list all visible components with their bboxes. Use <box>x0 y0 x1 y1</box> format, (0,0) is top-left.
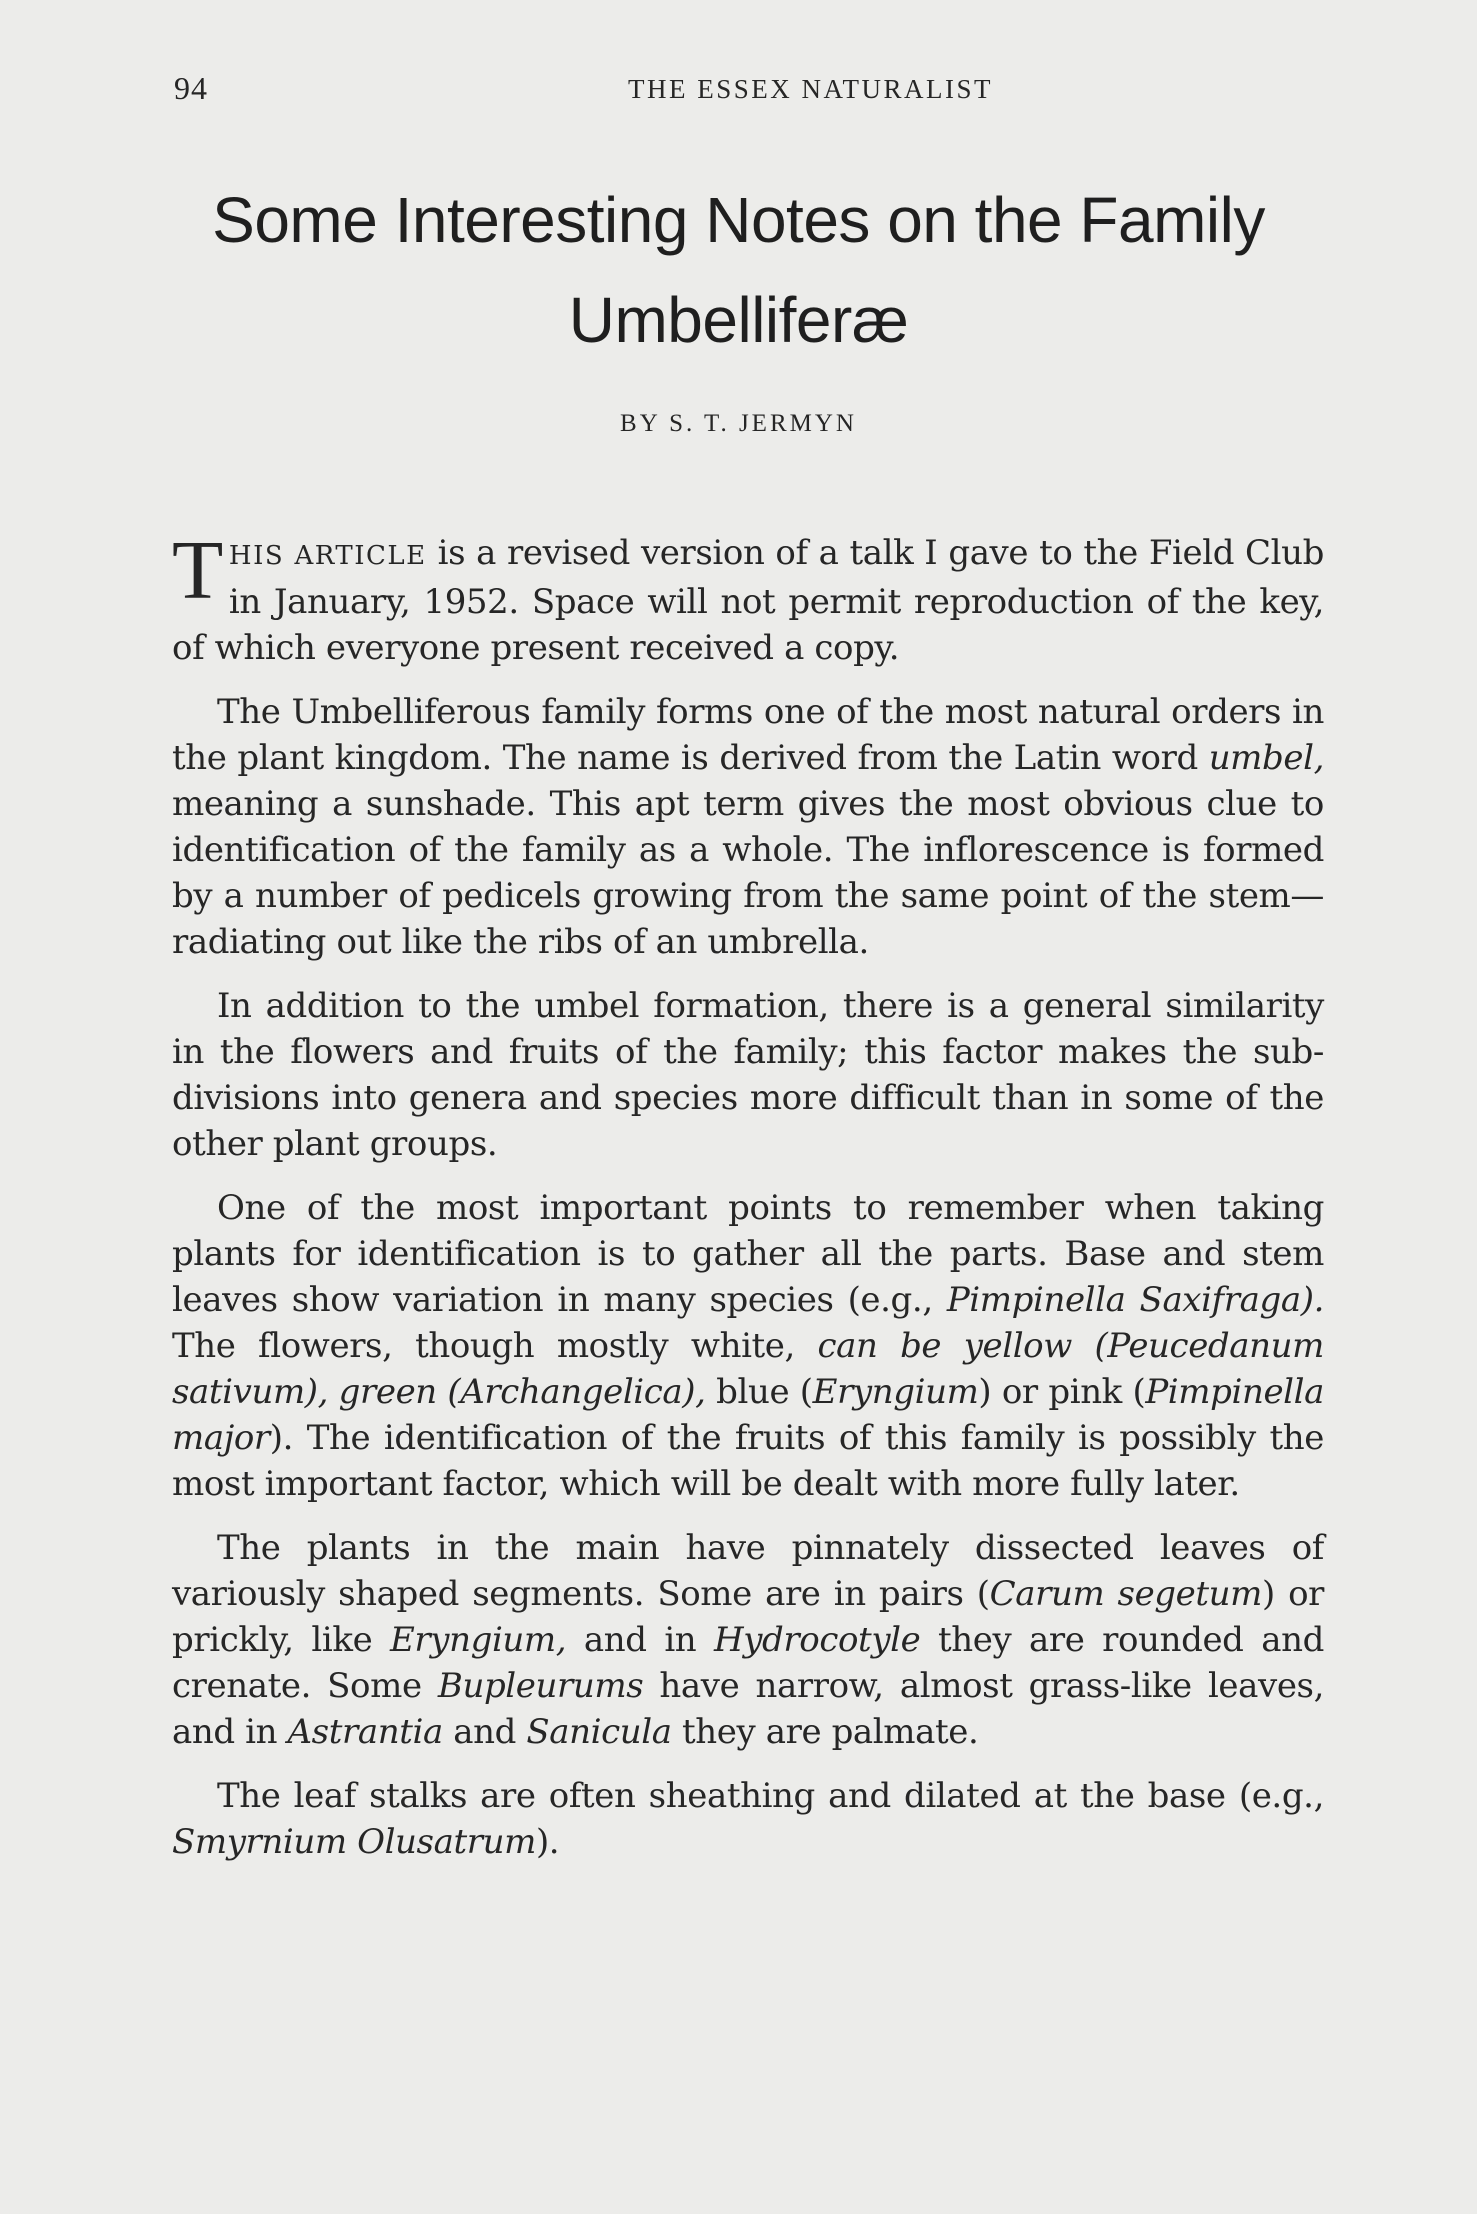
paragraph-2 <box>172 689 1324 965</box>
italic-term: Hydrocotyle <box>714 1620 921 1660</box>
italic-term: Pimpinella Saxifraga). <box>946 1280 1324 1320</box>
text-run: they are palmate. <box>671 1712 979 1752</box>
title-line-2: Umbelliferæ <box>568 284 909 356</box>
text-run: The Umbelliferous family forms one of the most natural orders in the plant kingdom. The name is derived from the Latin word <box>172 692 1324 778</box>
drop-cap: T <box>172 524 223 617</box>
title-line-1: Some Interesting Notes on the Family <box>212 184 1265 256</box>
text-run: One of the most important points to remember when taking plants for identification is to gather all the parts. Base and stem leaves show variation in many species (e.g., <box>172 1188 1324 1320</box>
italic-term: Eryngium <box>812 1372 979 1412</box>
text-run: The plants in the main have pinnately dissected leaves of variously shaped segments. Some are in pairs ( <box>172 1528 1324 1614</box>
italic-term: Eryngium, <box>390 1620 567 1660</box>
text-run: The leaf stalks are often sheathing and dilated at the base (e.g., <box>217 1776 1324 1816</box>
small-caps-lead: HIS ARTICLE <box>228 541 427 571</box>
paragraph-1-text: is a revised version of a talk I gave to the Field Club in January, 1952. Space will not permit reproduction of the key, of which everyone present received a copy. <box>172 533 1325 668</box>
italic-term: Smyrnium Olusatrum <box>172 1822 536 1862</box>
paragraph-6 <box>172 1773 1324 1865</box>
page-number: 94 <box>174 70 208 106</box>
text-run: ) or pink ( <box>978 1372 1146 1412</box>
paragraph-1 <box>172 524 1325 671</box>
italic-term: Sanicula <box>526 1712 672 1752</box>
text-run: The flowers, though mostly white, <box>172 1326 818 1366</box>
paragraph-5 <box>172 1525 1324 1755</box>
byline: BY S. T. JERMYN <box>620 410 857 437</box>
journal-title: THE ESSEX NATURALIST <box>628 74 993 104</box>
text-run: ). The identification of the fruits of this family is possibly the most important factor, which will be dealt with more fully later. <box>172 1418 1324 1504</box>
article-title <box>150 170 1327 370</box>
text-run: blue ( <box>705 1372 813 1412</box>
text-run: ). <box>535 1822 560 1862</box>
paragraph-3 <box>172 983 1324 1167</box>
italic-term: Bupleurums <box>437 1666 644 1706</box>
italic-term: Pimpinella major <box>172 1372 1324 1458</box>
text-run: and in <box>566 1620 714 1660</box>
italic-term: can be yellow (Peucedanum sativum), green (Archangelica), <box>172 1326 1324 1412</box>
paragraph-4 <box>172 1185 1324 1507</box>
text-run: meaning a sunshade. This apt term gives the most obvious clue to identification of the family as a whole. The inflorescence is formed by a number of pedicels growing from the same point of the stem—radiating out like the ribs of an umbrella. <box>172 784 1324 962</box>
text-run: ) or prickly, like <box>172 1574 1324 1660</box>
italic-term: Astrantia <box>287 1712 443 1752</box>
running-head <box>174 70 1327 114</box>
text-run: In addition to the umbel formation, there is a general similarity in the flowers and fruits of the family; this factor makes the sub-divisions into genera and species more difficult than in some of the other plant groups. <box>172 986 1324 1164</box>
text-run: and <box>442 1712 527 1752</box>
text-run: they are rounded and crenate. Some <box>172 1620 1324 1706</box>
article-body <box>172 524 1325 1883</box>
italic-term: umbel, <box>1208 738 1324 778</box>
text-run: have narrow, almost grass-like leaves, and in <box>172 1666 1324 1752</box>
italic-term: Carum segetum <box>989 1574 1262 1614</box>
